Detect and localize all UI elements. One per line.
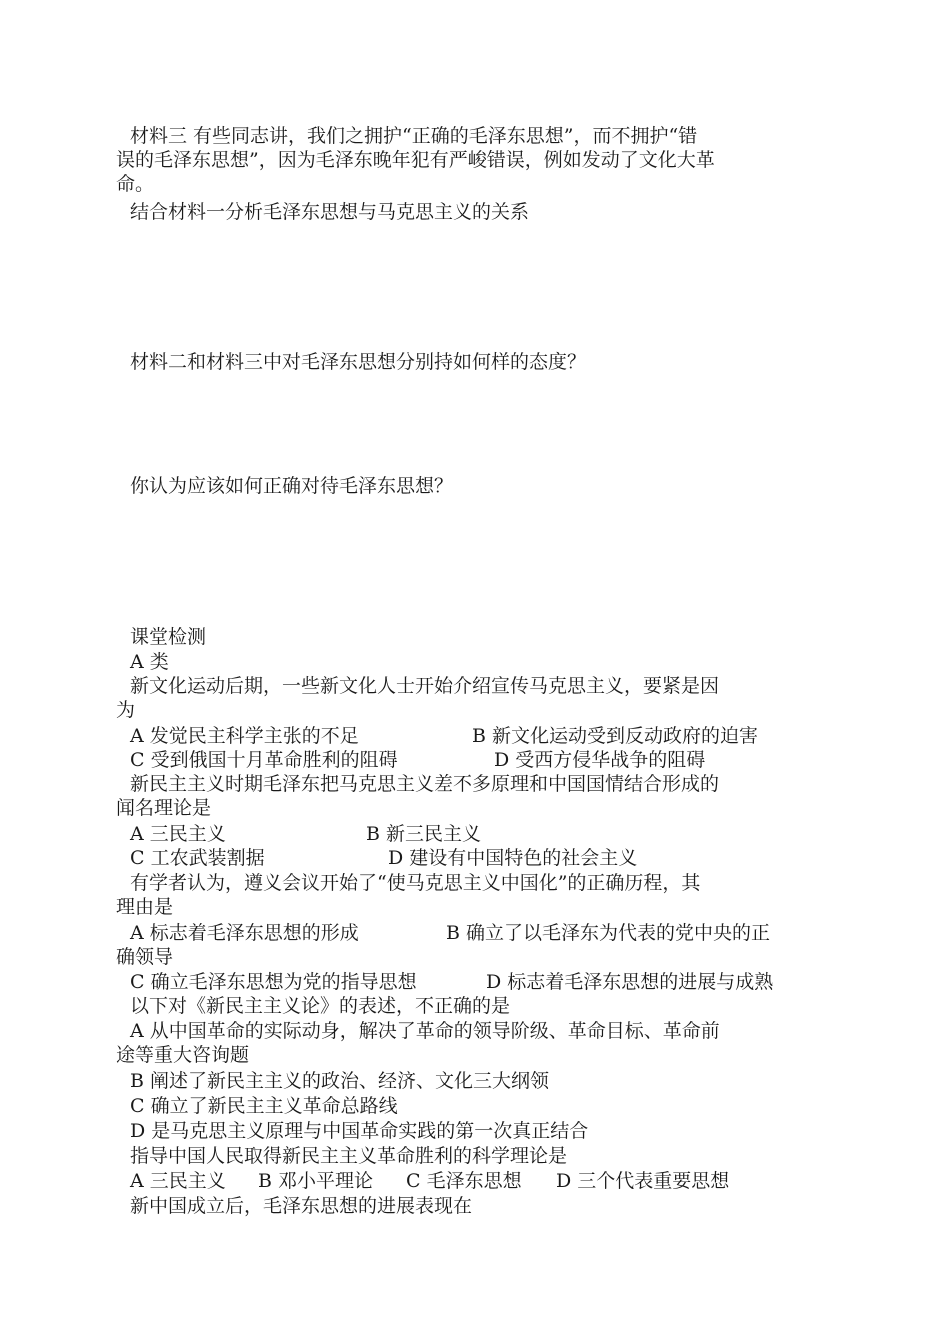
mc3-stem-line-2: 理由是 <box>116 896 174 918</box>
mc1-stem-line-2: 为 <box>116 699 136 721</box>
material-three-line-1: 材料三 有些同志讲，我们之拥护“正确的毛泽东思想”，而不拥护“错 <box>130 125 698 147</box>
mc1-option-a: A 发觉民主科学主张的不足 <box>130 725 359 747</box>
mc5-option-d: D 三个代表重要思想 <box>556 1170 730 1192</box>
mc1-option-b: B 新文化运动受到反动政府的迫害 <box>472 725 759 747</box>
mc1-option-c: C 受到俄国十月革命胜利的阻碍 <box>130 749 398 771</box>
mc4-option-a-line-2: 途等重大咨询题 <box>116 1044 250 1066</box>
mc1-stem-line-1: 新文化运动后期，一些新文化人士开始介绍宣传马克思主义，要紧是因 <box>130 675 720 697</box>
category-label: A 类 <box>130 651 169 673</box>
mc4-option-a-line-1: A 从中国革命的实际动身，解决了革命的领导阶级、革命目标、革命前 <box>130 1020 720 1042</box>
mc3-option-a: A 标志着毛泽东思想的形成 <box>130 922 359 944</box>
mc2-stem <box>116 772 828 820</box>
question-3: 你认为应该如何正确对待毛泽东思想？ <box>130 475 454 497</box>
mc2-option-c: C 工农武装割据 <box>130 847 265 869</box>
mc3-option-d: D 标志着毛泽东思想的进展与成熟 <box>486 971 774 993</box>
question-2: 材料二和材料三中对毛泽东思想分别持如何样的态度？ <box>130 351 587 373</box>
mc3-stem-line-1: 有学者认为，遵义会议开始了“使马克思主义中国化”的正确历程，其 <box>130 872 701 894</box>
material-three-line-3: 命。 <box>116 173 155 195</box>
material-three-line-2: 误的毛泽东思想”，因为毛泽东晚年犯有严峻错误，例如发动了文化大革 <box>116 149 715 171</box>
mc6-stem: 新中国成立后，毛泽东思想的进展表现在 <box>130 1195 473 1217</box>
mc4-option-a <box>116 1019 828 1067</box>
mc2-option-a: A 三民主义 <box>130 823 226 845</box>
mc4-stem: 以下对《新民主主义论》的表述，不正确的是 <box>130 995 511 1017</box>
mc2-option-d: D 建设有中国特色的社会主义 <box>388 847 638 869</box>
mc2-stem-line-2: 闻名理论是 <box>116 797 212 819</box>
material-three-paragraph <box>116 124 828 196</box>
mc4-option-d: D 是马克思主义原理与中国革命实践的第一次真正结合 <box>130 1120 589 1142</box>
mc5-stem: 指导中国人民取得新民主主义革命胜利的科学理论是 <box>130 1145 568 1167</box>
mc3-option-b: B 确立了以毛泽东为代表的党中央的正 <box>446 922 771 944</box>
mc5-option-c: C 毛泽东思想 <box>406 1170 522 1192</box>
mc4-option-b: B 阐述了新民主主义的政治、经济、文化三大纲领 <box>130 1070 550 1092</box>
mc3-option-b-continued: 确领导 <box>116 946 174 968</box>
mc3-option-c: C 确立毛泽东思想为党的指导思想 <box>130 971 417 993</box>
mc5-option-b: B 邓小平理论 <box>258 1170 374 1192</box>
question-1: 结合材料一分析毛泽东思想与马克思主义的关系 <box>130 201 530 223</box>
mc3-stem <box>116 871 828 919</box>
mc1-stem <box>116 674 828 722</box>
mc5-option-a: A 三民主义 <box>130 1170 226 1192</box>
mc2-stem-line-1: 新民主主义时期毛泽东把马克思主义差不多原理和中国国情结合形成的 <box>130 773 720 795</box>
mc4-option-c: C 确立了新民主主义革命总路线 <box>130 1095 398 1117</box>
mc1-option-d: D 受西方侵华战争的阻碍 <box>494 749 706 771</box>
section-title: 课堂检测 <box>130 626 207 648</box>
mc2-option-b: B 新三民主义 <box>366 823 482 845</box>
